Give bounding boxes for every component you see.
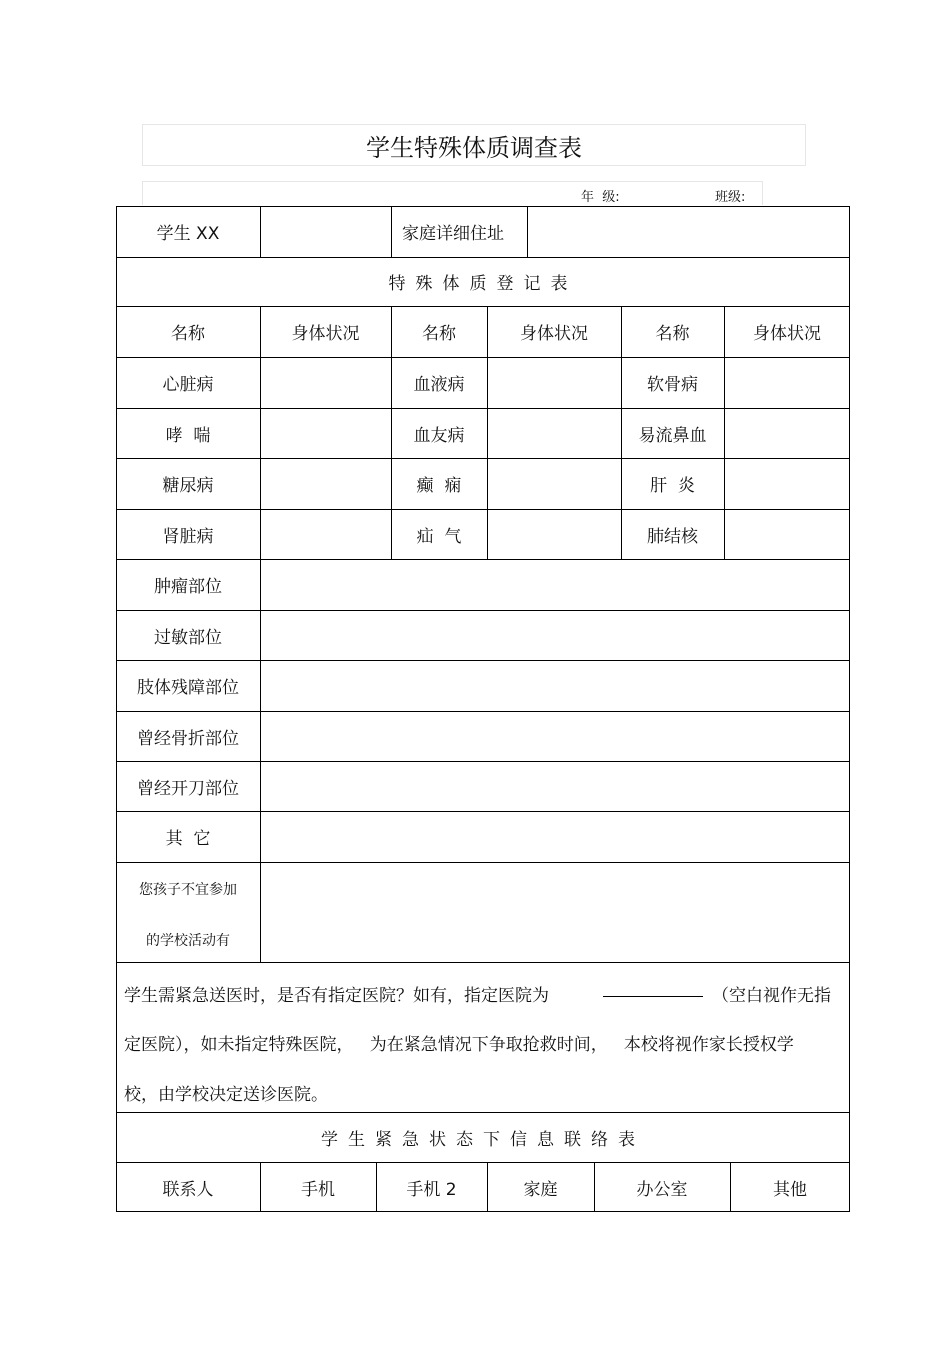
condition-name: 肾脏病 (162, 526, 214, 547)
hospital-text-line1b: （空白视作无指 (712, 986, 831, 1006)
col-header-name-1: 名称 (171, 324, 205, 344)
condition-status-field[interactable] (487, 458, 621, 509)
part-field-other[interactable] (260, 811, 850, 862)
condition-status-field[interactable] (260, 408, 391, 458)
part-label-disability: 肢体残障部位 (137, 678, 239, 698)
activities-label-line2: 的学校活动有 (146, 933, 230, 949)
grade-class-row (142, 181, 763, 205)
condition-status-field[interactable] (487, 509, 621, 559)
condition-name: 软骨病 (647, 375, 698, 395)
condition-status-field[interactable] (724, 357, 850, 408)
part-field-allergy[interactable] (260, 610, 850, 660)
activities-label-line1: 您孩子不宜参加 (139, 882, 237, 898)
student-name-field[interactable] (260, 206, 391, 257)
condition-name: 血友病 (413, 425, 465, 446)
col-header-name-2: 名称 (422, 324, 456, 344)
col-header-status-1: 身体状况 (291, 324, 360, 344)
condition-status-field[interactable] (260, 509, 391, 559)
contact-header-other: 其他 (773, 1179, 807, 1200)
condition-status-field[interactable] (260, 458, 391, 509)
section-title-emergency-contact: 学生紧急状态下信息联络表 (321, 1129, 645, 1150)
condition-name: 肺结核 (647, 526, 698, 547)
condition-status-field[interactable] (724, 458, 850, 509)
address-field[interactable] (527, 206, 850, 257)
hospital-text-line2: 定医院），如未指定特殊医院， 为在紧急情况下争取抢救时间， 本校将视作家长授权学 (124, 1035, 794, 1055)
condition-status-field[interactable] (487, 408, 621, 458)
contact-header-home: 家庭 (523, 1179, 558, 1200)
condition-name: 糖尿病 (162, 476, 214, 496)
part-field-tumor[interactable] (260, 559, 850, 610)
form-title: 学生特殊体质调查表 (142, 124, 806, 166)
hospital-text-line1: 学生需紧急送医时，是否有指定医院？如有，指定医院为 (124, 986, 549, 1006)
condition-name: 心脏病 (162, 375, 214, 395)
part-label-allergy: 过敏部位 (154, 627, 222, 648)
part-label-other: 其 它 (165, 829, 211, 849)
section-title-special-physique: 特殊体质登记表 (388, 274, 578, 294)
part-label-tumor: 肿瘤部位 (154, 577, 222, 597)
activities-field[interactable] (260, 862, 850, 962)
contact-header-person: 联系人 (162, 1179, 214, 1200)
condition-name: 哮 喘 (165, 425, 211, 446)
col-header-status-3: 身体状况 (753, 324, 821, 344)
part-field-fracture[interactable] (260, 711, 850, 761)
col-header-name-3: 名称 (655, 324, 690, 344)
condition-name: 肝 炎 (650, 476, 695, 496)
condition-status-field[interactable] (724, 408, 850, 458)
condition-status-field[interactable] (487, 357, 621, 408)
address-label: 家庭详细住址 (402, 224, 504, 244)
col-header-status-2: 身体状况 (520, 324, 588, 344)
designated-hospital-blank[interactable] (603, 996, 703, 997)
part-field-surgery[interactable] (260, 761, 850, 811)
grade-label: 年 级: (581, 190, 620, 205)
part-field-disability[interactable] (260, 660, 850, 711)
condition-status-field[interactable] (724, 509, 850, 559)
condition-name: 血液病 (413, 375, 465, 395)
condition-status-field[interactable] (260, 357, 391, 408)
part-label-surgery: 曾经开刀部位 (137, 778, 239, 799)
condition-name: 易流鼻血 (638, 425, 707, 446)
contact-header-mobile-2: 手机 2 (406, 1179, 457, 1200)
part-label-fracture: 曾经骨折部位 (137, 728, 239, 749)
contact-header-mobile: 手机 (301, 1179, 335, 1200)
condition-name: 癫 痫 (416, 476, 462, 496)
contact-header-office: 办公室 (636, 1179, 688, 1200)
student-name-label: 学生 XX (156, 224, 220, 244)
class-label: 班级: (715, 190, 746, 205)
hospital-text-line3: 校，由学校决定送诊医院。 (124, 1085, 328, 1105)
condition-name: 疝 气 (416, 526, 462, 547)
